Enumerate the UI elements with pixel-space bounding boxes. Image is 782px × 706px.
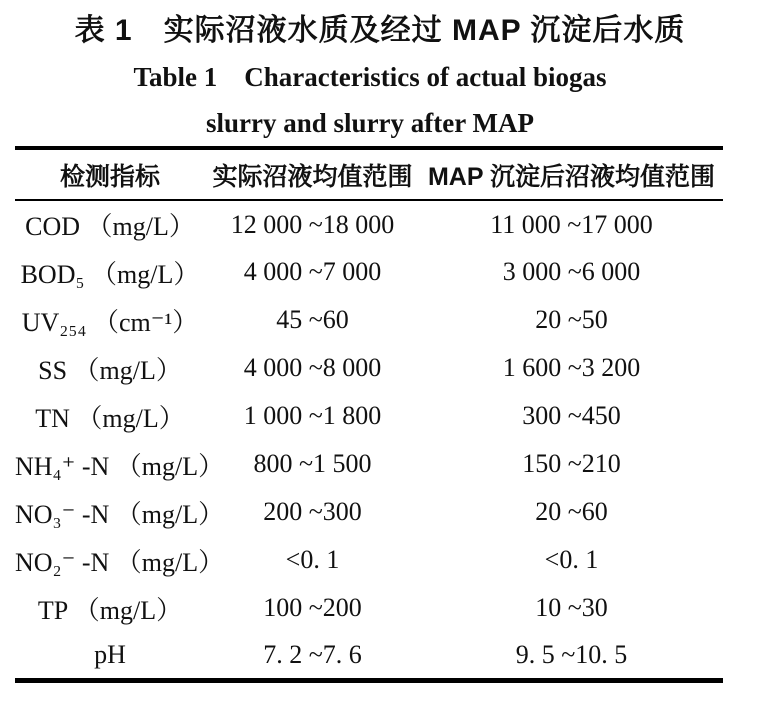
cell-indicator: UV₂₅₄ （cm⁻¹）: [21, 307, 199, 337]
cell-map-range: <0. 1: [544, 545, 599, 574]
cell-indicator: pH: [94, 639, 126, 669]
cell-map-range: 300 ~450: [522, 401, 621, 430]
cell-actual-range: 800 ~1 500: [253, 449, 372, 478]
cell-actual-range: 12 000 ~18 000: [230, 209, 395, 239]
cell-actual-range: 7. 2 ~7. 6: [263, 639, 362, 669]
table-row-bod5: [15, 248, 723, 296]
col-header-indicator: 检测指标: [59, 162, 160, 191]
cell-actual-range: 100 ~200: [263, 593, 362, 622]
table-row-ss: [15, 344, 723, 392]
cell-map-range: 1 600 ~3 200: [502, 353, 641, 382]
cell-indicator: TP （mg/L）: [37, 595, 183, 625]
cell-indicator: TN （mg/L）: [35, 403, 185, 433]
cell-map-range: 10 ~30: [535, 593, 608, 622]
cell-map-range: 150 ~210: [522, 449, 621, 478]
cell-map-range: 11 000 ~17 000: [490, 209, 653, 239]
water-quality-table: [15, 146, 723, 683]
table-row-no3n: [15, 488, 723, 536]
cell-map-range: 20 ~50: [535, 305, 608, 334]
table-row-tn: [15, 392, 723, 440]
cell-indicator: NO₃⁻ -N （mg/L）: [15, 499, 225, 529]
cell-indicator: NO₂⁻ -N （mg/L）: [15, 547, 225, 577]
table-row-uv254: [15, 296, 723, 344]
cell-actual-range: 4 000 ~8 000: [243, 353, 382, 382]
cell-map-range: 20 ~60: [535, 497, 608, 526]
cell-indicator: NH₄⁺ -N （mg/L）: [15, 451, 225, 481]
cell-actual-range: <0. 1: [285, 545, 340, 574]
cell-indicator: SS （mg/L）: [38, 355, 182, 385]
table-row-ph: [15, 632, 723, 680]
table-row-no2n: [15, 536, 723, 584]
cell-map-range: 3 000 ~6 000: [502, 257, 641, 286]
cell-indicator: COD （mg/L）: [25, 212, 195, 241]
cell-actual-range: 45 ~60: [276, 305, 349, 334]
cell-actual-range: 1 000 ~1 800: [243, 401, 382, 430]
header-row: [15, 148, 723, 200]
table-row-cod: [15, 200, 723, 248]
table-caption-en-line2: slurry and slurry after MAP: [206, 108, 534, 138]
cell-actual-range: 4 000 ~7 000: [243, 257, 382, 286]
cell-indicator: BOD₅ （mg/L）: [20, 259, 200, 289]
col-header-after-map: MAP 沉淀后沼液均值范围: [427, 162, 716, 191]
cell-map-range: 9. 5 ~10. 5: [515, 639, 628, 669]
table-row-tp: [15, 584, 723, 632]
table-caption-zh: 表 1 实际沼液水质及经过 MAP 沉淀后水质: [74, 14, 686, 47]
table-caption-en-line1: Table 1 Characteristics of actual biogas: [133, 62, 607, 92]
col-header-actual-slurry: 实际沼液均值范围: [212, 162, 413, 191]
cell-actual-range: 200 ~300: [263, 497, 362, 526]
table-row-nh4n: [15, 440, 723, 488]
